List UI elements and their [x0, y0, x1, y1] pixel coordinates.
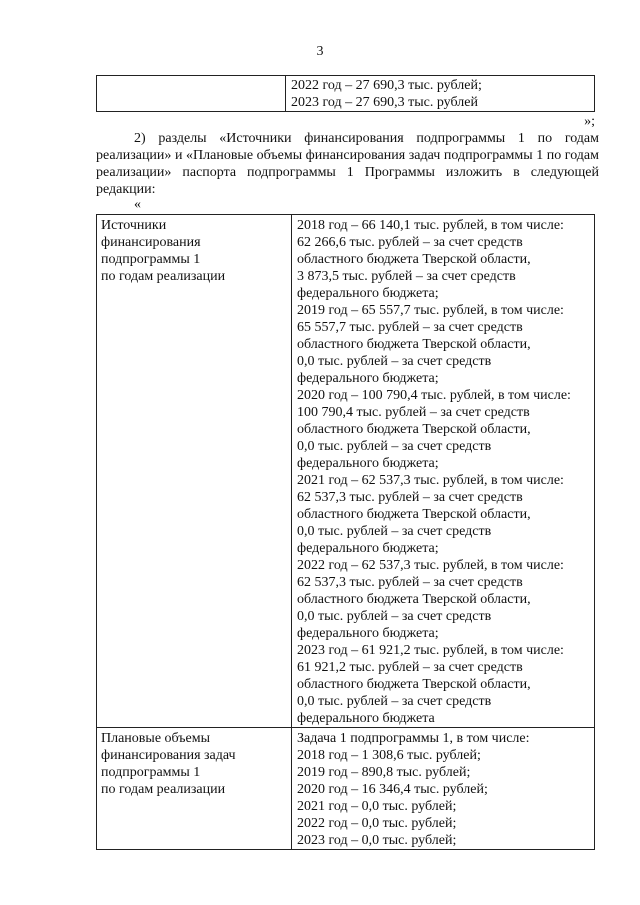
- planned-value-line: Задача 1 подпрограммы 1, в том числе:: [297, 731, 530, 746]
- planned-label-cell: [97, 728, 292, 850]
- sources-value-line: 0,0 тыс. рублей – за счет средств: [297, 524, 492, 539]
- planned-value-line: 2022 год – 0,0 тыс. рублей;: [297, 816, 457, 831]
- sources-value-line: 62 266,6 тыс. рублей – за счет средств: [297, 235, 523, 250]
- sources-label-line: финансирования: [101, 235, 201, 250]
- planned-value-line: 2023 год – 0,0 тыс. рублей;: [297, 833, 457, 848]
- sources-value-line: 65 557,7 тыс. рублей – за счет средств: [297, 320, 523, 335]
- sources-value-line: областного бюджета Тверской области,: [297, 677, 531, 692]
- sources-value-line: областного бюджета Тверской области,: [297, 337, 531, 352]
- previous-table-value-cell: [286, 76, 595, 112]
- planned-value-line: 2021 год – 0,0 тыс. рублей;: [297, 799, 457, 814]
- sources-value-line: областного бюджета Тверской области,: [297, 422, 531, 437]
- sources-value-line: 100 790,4 тыс. рублей – за счет средств: [297, 405, 530, 420]
- planned-value-line: 2019 год – 890,8 тыс. рублей;: [297, 765, 471, 780]
- planned-value-cell: [292, 728, 595, 850]
- sources-value-line: 0,0 тыс. рублей – за счет средств: [297, 694, 492, 709]
- sources-value-line: федерального бюджета;: [297, 286, 439, 301]
- sources-value-line: федерального бюджета;: [297, 626, 439, 641]
- planned-value-line: 2020 год – 16 346,4 тыс. рублей;: [297, 782, 488, 797]
- planned-label-line: по годам реализации: [101, 782, 226, 797]
- sources-value-line: федерального бюджета;: [297, 541, 439, 556]
- sources-value-line: 3 873,5 тыс. рублей – за счет средств: [297, 269, 516, 284]
- sources-value-line: 2022 год – 62 537,3 тыс. рублей, в том числе:: [297, 558, 564, 573]
- sources-value-line: 2021 год – 62 537,3 тыс. рублей, в том числе:: [297, 473, 564, 488]
- sources-value-line: 2020 год – 100 790,4 тыс. рублей, в том числе:: [297, 388, 571, 403]
- sources-label-line: Источники: [101, 218, 167, 233]
- sources-value-line: областного бюджета Тверской области,: [297, 592, 531, 607]
- opening-quote-mark: «: [134, 197, 141, 212]
- previous-table-label-cell: [97, 76, 286, 112]
- sources-value-line: 0,0 тыс. рублей – за счет средств: [297, 354, 492, 369]
- sources-value-line: 2023 год – 61 921,2 тыс. рублей, в том числе:: [297, 643, 564, 658]
- sources-value-line: областного бюджета Тверской области,: [297, 252, 531, 267]
- previous-table-fragment: [96, 75, 595, 112]
- page-number: 3: [316, 44, 324, 59]
- sources-value-line: 2019 год – 65 557,7 тыс. рублей, в том числе:: [297, 303, 564, 318]
- sources-value-line: федерального бюджета;: [297, 456, 439, 471]
- sources-label-line: подпрограммы 1: [101, 252, 201, 267]
- previous-table-line: 2023 год – 27 690,3 тыс. рублей: [291, 95, 478, 110]
- sources-value-cell: [292, 215, 595, 728]
- passport-table: [96, 214, 595, 850]
- planned-label-line: финансирования задач: [101, 748, 236, 763]
- sources-value-line: федерального бюджета: [297, 711, 435, 726]
- sources-value-line: 61 921,2 тыс. рублей – за счет средств: [297, 660, 523, 675]
- sources-label-line: по годам реализации: [101, 269, 226, 284]
- sources-value-line: 62 537,3 тыс. рублей – за счет средств: [297, 575, 523, 590]
- sources-value-line: 0,0 тыс. рублей – за счет средств: [297, 439, 492, 454]
- sources-value-line: федерального бюджета;: [297, 371, 439, 386]
- amendment-paragraph: [96, 114, 599, 198]
- planned-label-line: подпрограммы 1: [101, 765, 201, 780]
- sources-label-cell: [97, 215, 292, 728]
- amendment-paragraph-text: 2) разделы «Источники финансирования подпрограммы 1 по годам реализации» и «Плановые объемы финансирования задач подпрограммы 1 по годам реализации» паспорта подпрограммы 1 Программы изложить в следующей редакции:: [96, 131, 599, 197]
- sources-value-line: областного бюджета Тверской области,: [297, 507, 531, 522]
- previous-table-line: 2022 год – 27 690,3 тыс. рублей;: [291, 78, 482, 93]
- table-row-sources: [97, 215, 595, 728]
- planned-value-line: 2018 год – 1 308,6 тыс. рублей;: [297, 748, 481, 763]
- sources-value-line: 0,0 тыс. рублей – за счет средств: [297, 609, 492, 624]
- sources-value-line: 2018 год – 66 140,1 тыс. рублей, в том числе:: [297, 218, 564, 233]
- closing-quote-mark: »;: [584, 114, 595, 129]
- table-row-planned: [97, 728, 595, 850]
- planned-label-line: Плановые объемы: [101, 731, 211, 746]
- sources-value-line: 62 537,3 тыс. рублей – за счет средств: [297, 490, 523, 505]
